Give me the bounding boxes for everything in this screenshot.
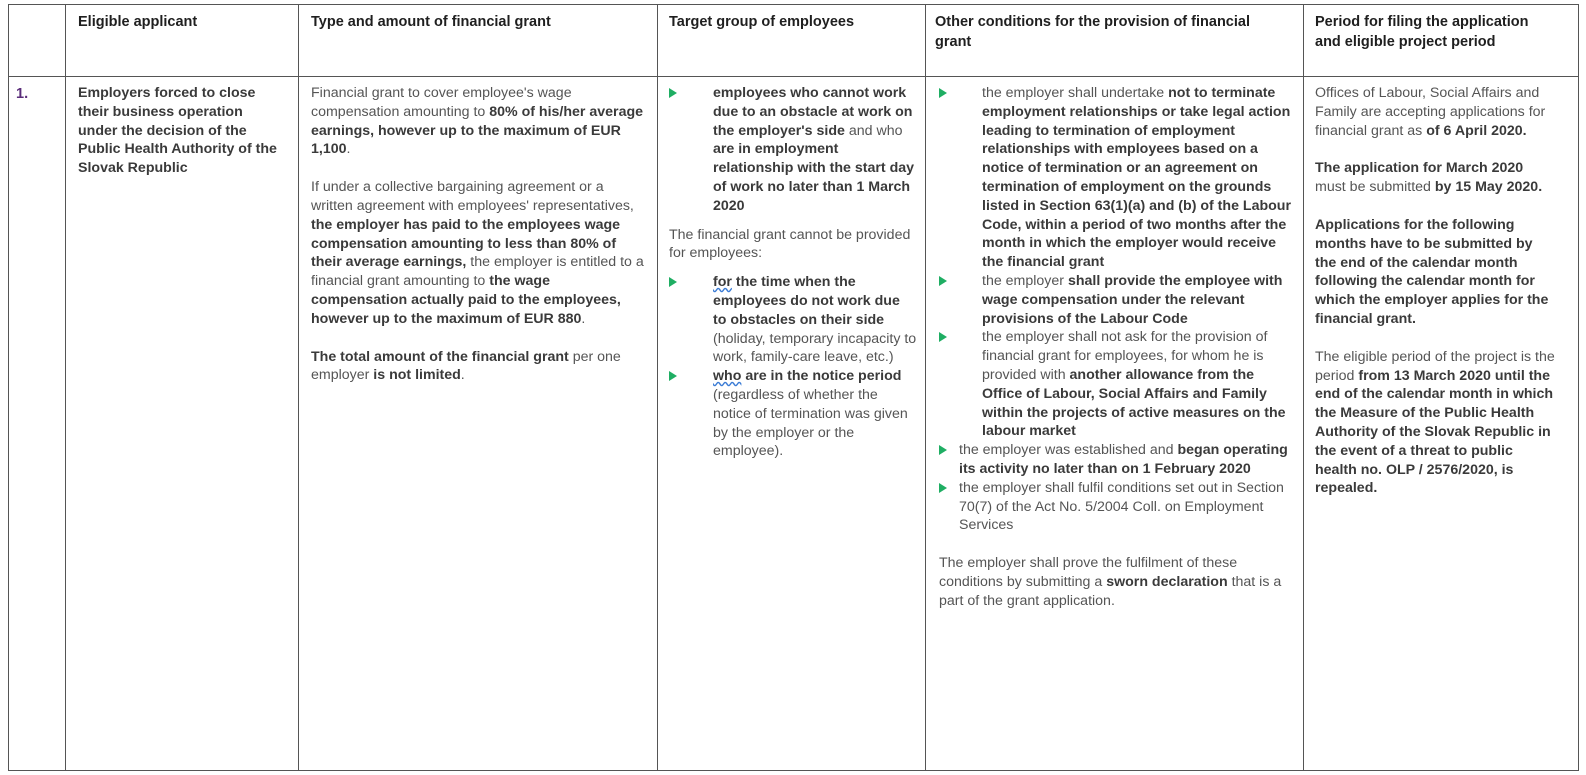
header-bottom-border bbox=[8, 76, 1578, 77]
list-item: the employer shall not ask for the provision of financial grant for employees, for whom he is provided with another allowance from the Office of Labour, Social Affairs and Family within the projects of active measures on the labour market bbox=[939, 328, 1291, 441]
header-period: Period for filing the application and eligible project period bbox=[1315, 14, 1529, 50]
table-left-border bbox=[8, 4, 9, 771]
list-item: the employer shall fulfil conditions set out in Section 70(7) of the Act No. 5/2004 Coll. on Employment Services bbox=[939, 479, 1291, 535]
cell-target-group bbox=[669, 84, 917, 461]
bullet-triangle-icon bbox=[669, 371, 677, 381]
cell-period bbox=[1315, 84, 1555, 498]
bullet-triangle-icon bbox=[939, 88, 947, 98]
target-intro: The financial grant cannot be provided for employees: bbox=[669, 226, 911, 262]
bullet-triangle-icon bbox=[669, 277, 677, 287]
list-item: who are in the notice period (regardless of whether the notice of termination was given by the employer or the employee). bbox=[669, 367, 917, 461]
column-divider bbox=[1303, 4, 1304, 771]
header-grant-type: Type and amount of financial grant bbox=[311, 14, 551, 30]
period-paragraph-1: Offices of Labour, Social Affairs and Family are accepting applications for financial grant as of 6 April 2020. bbox=[1315, 85, 1546, 139]
header-target-group: Target group of employees bbox=[669, 14, 855, 30]
header-other-conditions-line1: Other conditions for the provision of financial bbox=[935, 14, 1250, 30]
table-bottom-border bbox=[8, 770, 1578, 771]
row-number: 1. bbox=[16, 86, 29, 102]
header-other-conditions bbox=[935, 12, 1301, 52]
grant-paragraph-3: The total amount of the financial grant per one employer is not limited. bbox=[311, 348, 621, 384]
list-item: for the time when the employees do not work due to obstacles on their side (holiday, temporary incapacity to work, family-care leave, etc.) bbox=[669, 273, 917, 367]
cell-other-conditions bbox=[939, 84, 1291, 611]
target-list-2 bbox=[669, 273, 917, 461]
bullet-triangle-icon bbox=[939, 445, 947, 455]
column-divider bbox=[925, 4, 926, 771]
period-paragraph-2: The application for March 2020 must be submitted by 15 May 2020. bbox=[1315, 160, 1543, 196]
conditions-list bbox=[939, 84, 1291, 535]
bullet-triangle-icon bbox=[939, 332, 947, 342]
header-other-conditions-line2: grant bbox=[935, 34, 972, 50]
table-top-border bbox=[8, 4, 1578, 5]
period-paragraph-4: The eligible period of the project is the period from 13 March 2020 until the end of the calendar month in which the Measure of the Public Health Authority of the Slovak Republic in the event of a threat to public health no. OLP / 2576/2020, is repealed. bbox=[1315, 348, 1555, 497]
cell-grant bbox=[311, 84, 649, 385]
column-divider bbox=[657, 4, 658, 771]
list-item: the employer was established and began operating its activity no later than on 1 February 2020 bbox=[939, 441, 1291, 479]
header-eligible-applicant: Eligible applicant bbox=[78, 14, 198, 30]
conditions-closing: The employer shall prove the fulfilment of these conditions by submitting a sworn declaration that is a part of the grant application. bbox=[939, 555, 1282, 609]
list-item: the employer shall undertake not to terminate employment relationships or take legal action leading to termination of employment relationships with employees based on a notice of termination or an agreement on termination of employment on the grounds listed in Section 63(1)(a) and (b) of the Labour Code, within a period of two months after the month in which the employer would receive the financial grant bbox=[939, 84, 1291, 272]
list-item: employees who cannot work due to an obstacle at work on the employer's side and who are in employment relationship with the start day of work no later than 1 March 2020 bbox=[669, 84, 917, 216]
bullet-triangle-icon bbox=[939, 483, 947, 493]
grant-paragraph-2: If under a collective bargaining agreement or a written agreement with employees' representatives, the employer has paid to the employees wage compensation amounting to less than 80% of their average earnings, the employer is entitled to a financial grant amounting to the wage compensation actually paid to the employees, however up to the maximum of EUR 880. bbox=[311, 179, 644, 327]
period-paragraph-3: Applications for the following months have to be submitted by the end of the calendar month following the calendar month for which the employer applies for the financial grant. bbox=[1315, 216, 1549, 327]
table-right-border bbox=[1578, 4, 1579, 771]
column-divider bbox=[65, 4, 66, 771]
grant-paragraph-1: Financial grant to cover employee's wage compensation amounting to 80% of his/her average earnings, however up to the maximum of EUR 1,100. bbox=[311, 85, 644, 158]
applicant-text: Employers forced to close their business operation under the decision of the Public Health Authority of the Slovak Republic bbox=[78, 85, 277, 177]
list-item: the employer shall provide the employee with wage compensation under the relevant provisions of the Labour Code bbox=[939, 272, 1291, 328]
target-list-1 bbox=[669, 84, 917, 216]
cell-applicant bbox=[78, 84, 283, 178]
column-divider bbox=[298, 4, 299, 771]
bullet-triangle-icon bbox=[669, 88, 677, 98]
bullet-triangle-icon bbox=[939, 276, 947, 286]
